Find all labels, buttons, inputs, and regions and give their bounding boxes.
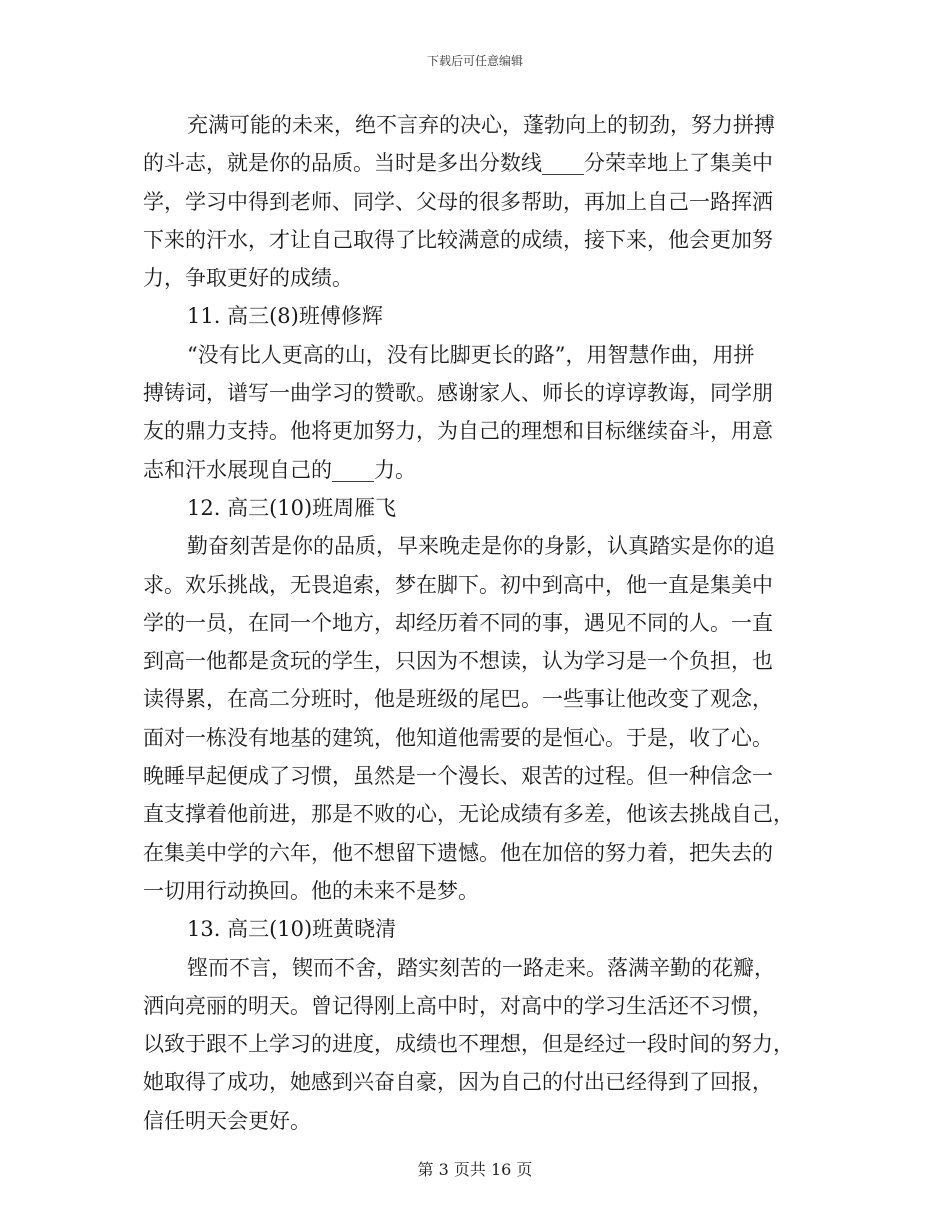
section-heading: 11. 高三(8)班傅修辉 (187, 304, 383, 329)
text-line: 洒向亮丽的明天。曾记得刚上高中时，对高中的学习生活还不习惯， (143, 993, 773, 1018)
text-line: 充满可能的未来，绝不言弃的决心，蓬勃向上的韧劲，努力拼搏 (187, 113, 775, 137)
text-line: 一切用行动换回。他的未来不是梦。 (143, 878, 479, 903)
section-heading: 12. 高三(10)班周雁飞 (187, 495, 397, 520)
document-body (143, 106, 813, 1140)
text-line: 求。欢乐挑战，无畏追索，梦在脚下。初中到高中，他一直是集美中 (143, 572, 773, 597)
text-line: 搏铸词，谱写一曲学习的赞歌。感谢家人、师长的谆谆教诲，同学朋 (143, 381, 773, 406)
page-header: 下载后可任意编辑 (426, 54, 523, 68)
text-line: “没有比人更高的山，没有比脚更长的路”，用智慧作曲，用拼 (187, 342, 755, 367)
text-line: 信任明天会更好。 (143, 1108, 311, 1133)
text-line: 到高一他都是贪玩的学生，只因为不想读，认为学习是一个负担，也 (143, 649, 773, 674)
text-line: 晚睡早起便成了习惯，虽然是一个漫长、艰苦的过程。但一种信念一 (143, 764, 773, 789)
text-line: 友的鼎力支持。他将更加努力，为自己的理想和目标继续奋斗，用意 (143, 419, 773, 444)
text-line: 读得累，在高二分班时，他是班级的尾巴。一些事让他改变了观念， (143, 687, 773, 712)
text-line: 在集美中学的六年，他不想留下遗憾。他在加倍的努力着，把失去的 (143, 840, 773, 865)
text-line: 学的一员，在同一个地方，却经历着不同的事，遇见不同的人。一直 (143, 610, 773, 635)
page-number: 第 3 页共 16 页 (417, 1160, 533, 1179)
text-line: 力，争取更好的成绩。 (143, 266, 353, 291)
text-line: 的斗志，就是你的品质。当时是多出分数线____分荣幸地上了集美中 (143, 151, 773, 176)
text-line: 学，学习中得到老师、同学、父母的很多帮助，再加上自己一路挥洒 (143, 189, 773, 214)
text-line: 直支撑着他前进，那是不败的心，无论成绩有多差，他该去挑战自己， (143, 802, 794, 827)
text-line: 铿而不言，锲而不舍，踏实刻苦的一路走来。落满辛勤的花瓣， (187, 955, 775, 980)
text-line: 以致于跟不上学习的进度，成绩也不理想，但是经过一段时间的努力， (143, 1032, 794, 1057)
text-line: 勤奋刻苦是你的品质，早来晚走是你的身影，认真踏实是你的追 (187, 534, 775, 559)
text-line: 下来的汗水，才让自己取得了比较满意的成绩，接下来，他会更加努 (143, 227, 773, 252)
text-line: 她取得了成功，她感到兴奋自豪，因为自己的付出已经得到了回报， (143, 1070, 773, 1095)
section-heading: 13. 高三(10)班黄晓清 (187, 917, 397, 942)
text-line: 志和汗水展现自己的____力。 (143, 457, 416, 482)
text-line: 面对一栋没有地基的建筑，他知道他需要的是恒心。于是，收了心。 (143, 725, 773, 750)
